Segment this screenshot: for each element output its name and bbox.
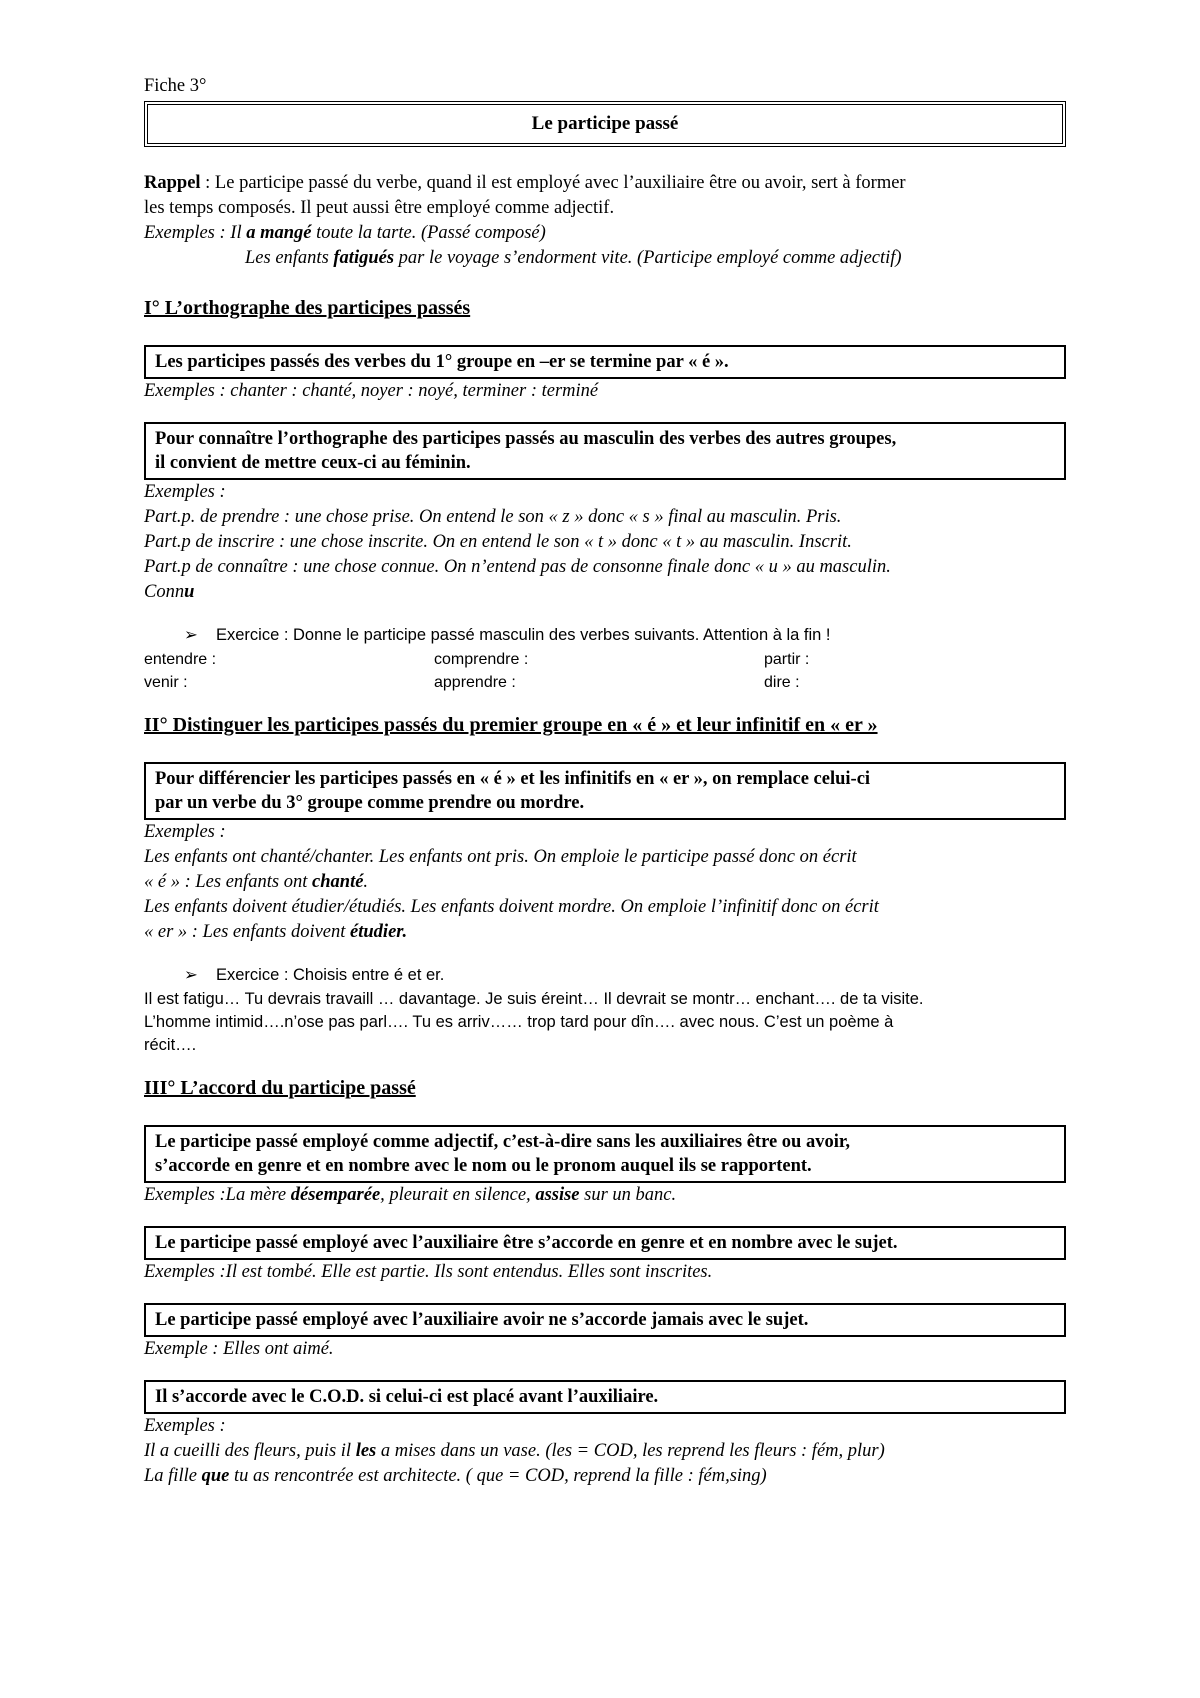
rappel-ex2-bold: fatigués <box>333 248 395 268</box>
section-2-sentences-line-3: récit…. <box>144 1036 197 1054</box>
s3-r1-ex-mid: , pleurait en silence, <box>380 1185 536 1205</box>
s3-ex1-bold: les <box>355 1441 377 1461</box>
section-1-examples-label: Exemples : <box>144 482 226 502</box>
section-2-example-2-line-2 <box>144 920 1066 945</box>
example-c-2-bold: u <box>184 582 195 602</box>
section-3-rule-3-example: Exemple : Elles ont aimé. <box>144 1339 334 1359</box>
section-2-rule-line-1: Pour différencier les participes passés en « é » et les infinitifs en « er », on remplace celui-ci <box>155 769 871 789</box>
rappel-label: Rappel <box>144 173 201 193</box>
section-1-example-c-2 <box>144 580 1066 605</box>
section-2-example-1-line-2 <box>144 870 1066 895</box>
section-1-heading: I° L’orthographe des participes passés <box>144 297 471 319</box>
rappel-text-2: les temps composés. Il peut aussi être employé comme adjectif. <box>144 198 615 218</box>
section-3-examples-label: Exemples : <box>144 1416 226 1436</box>
arrow-bullet-icon: ➢ <box>184 966 198 984</box>
section-2-example-1-line-1: Les enfants ont chanté/chanter. Les enfants ont pris. On emploie le participe passé donc on écrit <box>144 847 857 867</box>
section-3-rule-2-example: Exemples :Il est tombé. Elle est partie. Ils sont entendus. Elles sont inscrites. <box>144 1262 713 1282</box>
section-1-rule-2-line-1: Pour connaître l’orthographe des participes passés au masculin des verbes des autres groupes, <box>155 429 897 449</box>
section-3-rule-4: Il s’accorde avec le C.O.D. si celui-ci est placé avant l’auxiliaire. <box>144 1380 1066 1414</box>
s2-ex1-prefix: « é » : Les enfants ont <box>144 872 313 892</box>
rappel-text-1: : Le participe passé du verbe, quand il est employé avec l’auxiliaire être ou avoir, sert à former <box>200 173 906 193</box>
section-3-example-1 <box>144 1439 1066 1464</box>
section-3-rule-1-example <box>144 1183 1066 1208</box>
section-3-heading: III° L’accord du participe passé <box>144 1077 416 1099</box>
section-1-example-a: Part.p. de prendre : une chose prise. On entend le son « z » donc « s » final au masculin. Pris. <box>144 507 842 527</box>
s3-r1-ex-prefix: Exemples :La mère <box>144 1185 291 1205</box>
section-3-rule-1-line-1: Le participe passé employé comme adjectif, c’est-à-dire sans les auxiliaires être ou avoir, <box>155 1132 850 1152</box>
rappel-paragraph <box>144 171 1066 196</box>
rappel-example-2 <box>144 246 1066 271</box>
page-title: Le participe passé <box>144 101 1066 147</box>
rappel-ex2-prefix: Les enfants <box>245 248 334 268</box>
section-1-example-b: Part.p de inscrire : une chose inscrite. On en entend le son « t » donc « t » au masculin. Inscrit. <box>144 532 852 552</box>
document-content <box>144 74 1066 1489</box>
section-3-example-2 <box>144 1464 1066 1489</box>
s3-r1-ex-bold-1: désemparée <box>290 1185 381 1205</box>
rappel-ex1-prefix: Exemples : Il <box>144 223 247 243</box>
verb-apprendre: apprendre : <box>434 674 516 691</box>
rappel-ex2-suffix: par le voyage s’endorment vite. (Participe employé comme adjectif) <box>394 248 902 268</box>
s3-ex2-prefix: La fille <box>144 1466 202 1486</box>
s3-ex2-suffix: tu as rencontrée est architecte. ( que = COD, reprend la fille : fém,sing) <box>229 1466 767 1486</box>
s3-r1-ex-bold-2: assise <box>535 1185 580 1205</box>
section-1-exercise <box>144 623 1066 648</box>
verb-partir: partir : <box>764 651 810 668</box>
s2-ex1-suffix: . <box>363 872 369 892</box>
fiche-label: Fiche 3° <box>144 76 207 96</box>
verb-dire: dire : <box>764 674 800 691</box>
verb-entendre: entendre : <box>144 651 217 668</box>
s3-ex1-prefix: Il a cueilli des fleurs, puis il <box>144 1441 356 1461</box>
section-2-exercise-text: Exercice : Choisis entre é et er. <box>216 966 445 984</box>
verb-comprendre: comprendre : <box>434 651 529 668</box>
section-2-examples-label: Exemples : <box>144 822 226 842</box>
s3-ex1-suffix: a mises dans un vase. (les = COD, les reprend les fleurs : fém, plur) <box>376 1441 885 1461</box>
s2-ex1-bold: chanté <box>312 872 364 892</box>
section-1-exercise-text: Exercice : Donne le participe passé masculin des verbes suivants. Attention à la fin ! <box>216 626 831 644</box>
section-2-sentences-line-2: L’homme intimid….n’ose pas parl…. Tu es arriv…… trop tard pour dîn…. avec nous. C’est un poème à <box>144 1013 894 1031</box>
example-c-2-prefix: Conn <box>144 582 185 602</box>
verbs-row-2 <box>144 671 1066 694</box>
section-1-rule-1-example: Exemples : chanter : chanté, noyer : noyé, terminer : terminé <box>144 381 599 401</box>
verb-venir: venir : <box>144 674 188 691</box>
section-2-exercise <box>144 963 1066 988</box>
s3-ex2-bold: que <box>201 1466 230 1486</box>
rappel-ex1-bold: a mangé <box>246 223 312 243</box>
section-2-example-2-line-1: Les enfants doivent étudier/étudiés. Les enfants doivent mordre. On emploie l’infinitif donc on écrit <box>144 897 879 917</box>
section-3-rule-3: Le participe passé employé avec l’auxiliaire avoir ne s’accorde jamais avec le sujet. <box>144 1303 1066 1337</box>
s3-r1-ex-suffix: sur un banc. <box>579 1185 677 1205</box>
verbs-row-1 <box>144 648 1066 671</box>
section-2-rule <box>144 762 1066 820</box>
section-3-rule-1-line-2: s’accorde en genre et en nombre avec le nom ou le pronom auquel ils se rapportent. <box>155 1156 812 1176</box>
s2-ex2-bold: étudier. <box>350 922 408 942</box>
section-1-rule-1: Les participes passés des verbes du 1° groupe en –er se termine par « é ». <box>144 345 1066 379</box>
rappel-example-1 <box>144 221 1066 246</box>
section-2-sentences-line-1: Il est fatigu… Tu devrais travaill … davantage. Je suis éreint… Il devrait se montr… enchant…. de ta visite. <box>144 990 924 1008</box>
section-3-rule-1 <box>144 1125 1066 1183</box>
arrow-bullet-icon: ➢ <box>184 626 198 644</box>
section-3-rule-2: Le participe passé employé avec l’auxiliaire être s’accorde en genre et en nombre avec le sujet. <box>144 1226 1066 1260</box>
section-1-rule-2 <box>144 422 1066 480</box>
section-2-heading: II° Distinguer les participes passés du premier groupe en « é » et leur infinitif en « er » <box>144 714 878 736</box>
s2-ex2-prefix: « er » : Les enfants doivent <box>144 922 351 942</box>
section-2-rule-line-2: par un verbe du 3° groupe comme prendre ou mordre. <box>155 793 585 813</box>
section-1-example-c-1: Part.p de connaître : une chose connue. On n’entend pas de consonne finale donc « u » au masculin. <box>144 557 891 577</box>
rappel-ex1-suffix: toute la tarte. (Passé composé) <box>311 223 546 243</box>
section-1-rule-2-line-2: il convient de mettre ceux-ci au féminin. <box>155 453 471 473</box>
